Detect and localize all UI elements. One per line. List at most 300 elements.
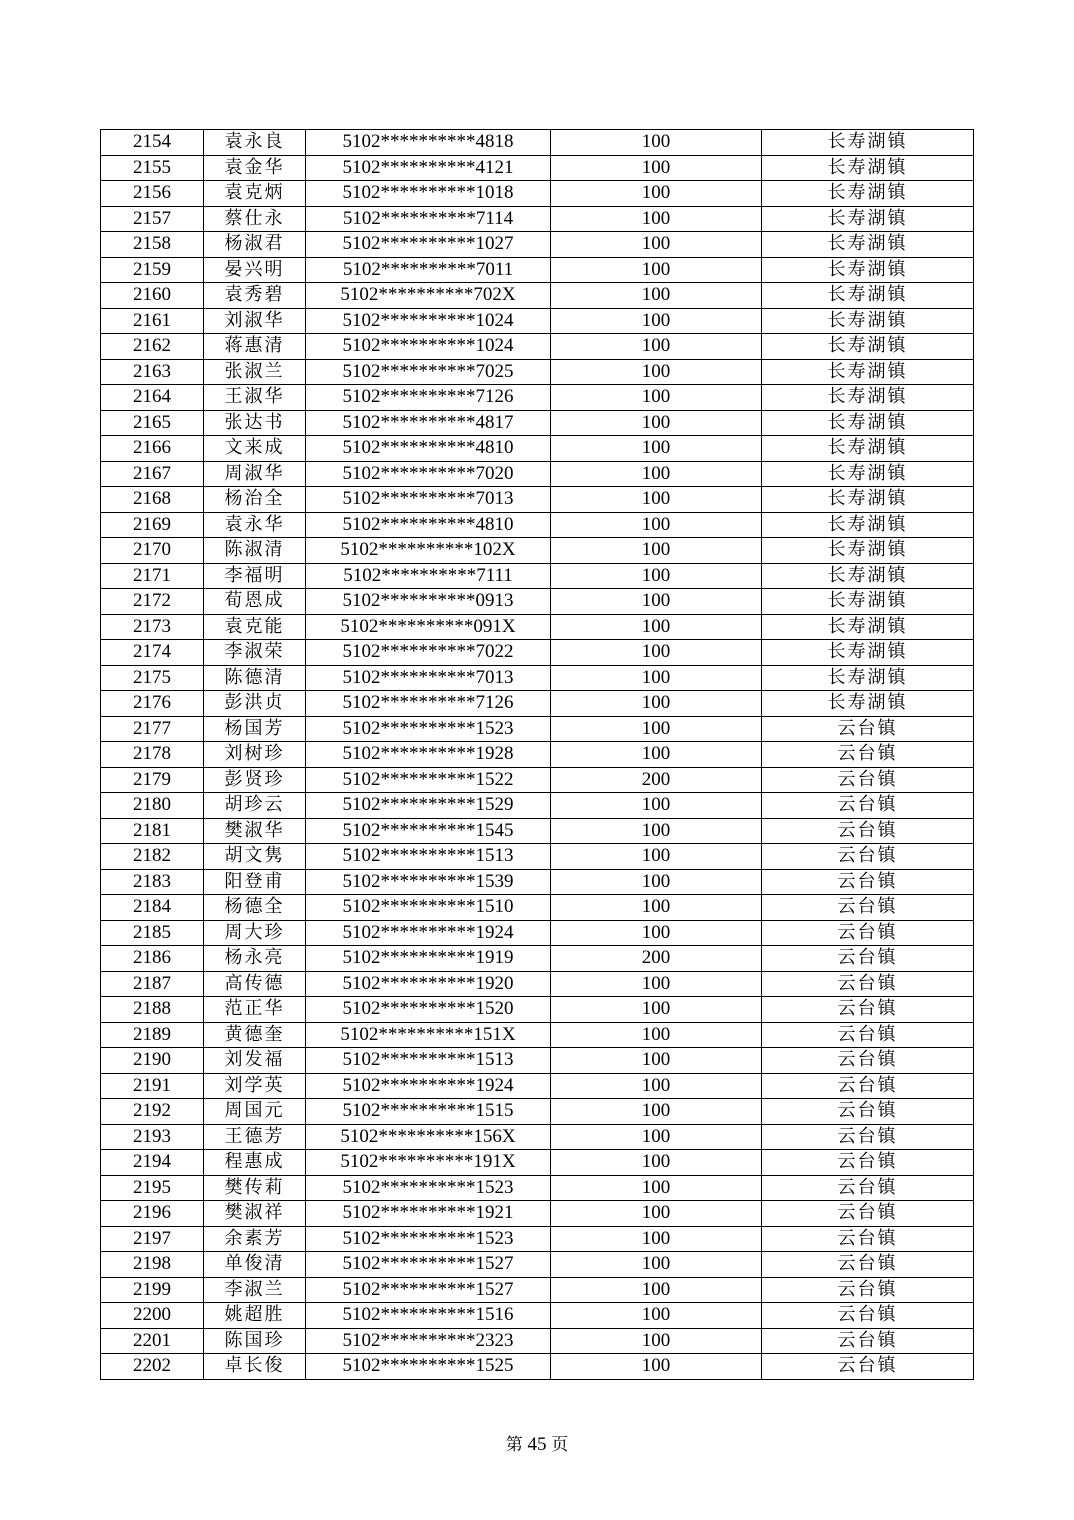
table-row	[101, 665, 974, 691]
cell-amount: 100	[551, 1354, 762, 1380]
cell-row-number: 2202	[101, 1354, 204, 1380]
cell-row-number: 2171	[101, 563, 204, 589]
cell-town: 长寿湖镇	[762, 181, 974, 207]
cell-name: 王德芳	[204, 1124, 306, 1150]
table-row	[101, 895, 974, 921]
cell-town: 云台镇	[762, 1226, 974, 1252]
cell-id-number: 5102**********1510	[306, 895, 551, 921]
table-row	[101, 461, 974, 487]
cell-id-number: 5102**********1928	[306, 742, 551, 768]
cell-id-number: 5102**********7114	[306, 206, 551, 232]
cell-amount: 100	[551, 512, 762, 538]
cell-name: 李淑荣	[204, 640, 306, 666]
cell-name: 刘淑华	[204, 308, 306, 334]
cell-id-number: 5102**********1513	[306, 844, 551, 870]
cell-name: 袁永华	[204, 512, 306, 538]
table-row	[101, 436, 974, 462]
cell-town: 云台镇	[762, 716, 974, 742]
cell-name: 卓长俊	[204, 1354, 306, 1380]
table-row	[101, 640, 974, 666]
cell-id-number: 5102**********1527	[306, 1252, 551, 1278]
cell-id-number: 5102**********1545	[306, 818, 551, 844]
cell-name: 袁永良	[204, 130, 306, 156]
cell-id-number: 5102**********4817	[306, 410, 551, 436]
cell-town: 云台镇	[762, 1252, 974, 1278]
cell-amount: 100	[551, 487, 762, 513]
cell-town: 长寿湖镇	[762, 487, 974, 513]
cell-amount: 100	[551, 1175, 762, 1201]
table-row	[101, 818, 974, 844]
cell-row-number: 2162	[101, 334, 204, 360]
cell-row-number: 2189	[101, 1022, 204, 1048]
cell-id-number: 5102**********1523	[306, 1175, 551, 1201]
table-row	[101, 1150, 974, 1176]
cell-town: 长寿湖镇	[762, 232, 974, 258]
cell-name: 姚超胜	[204, 1303, 306, 1329]
cell-amount: 100	[551, 1226, 762, 1252]
cell-row-number: 2190	[101, 1048, 204, 1074]
cell-town: 云台镇	[762, 1073, 974, 1099]
table-row	[101, 232, 974, 258]
cell-id-number: 5102**********1024	[306, 334, 551, 360]
cell-row-number: 2179	[101, 767, 204, 793]
cell-town: 长寿湖镇	[762, 512, 974, 538]
table-row	[101, 1073, 974, 1099]
cell-town: 长寿湖镇	[762, 461, 974, 487]
cell-id-number: 5102**********1516	[306, 1303, 551, 1329]
table-row	[101, 767, 974, 793]
table-row	[101, 920, 974, 946]
cell-row-number: 2197	[101, 1226, 204, 1252]
cell-amount: 200	[551, 767, 762, 793]
cell-town: 长寿湖镇	[762, 436, 974, 462]
cell-town: 云台镇	[762, 1201, 974, 1227]
cell-name: 彭洪贞	[204, 691, 306, 717]
cell-row-number: 2156	[101, 181, 204, 207]
cell-id-number: 5102**********1520	[306, 997, 551, 1023]
page-footer	[0, 1430, 1074, 1456]
cell-id-number: 5102**********7020	[306, 461, 551, 487]
cell-amount: 100	[551, 844, 762, 870]
cell-id-number: 5102**********1924	[306, 920, 551, 946]
cell-amount: 100	[551, 1099, 762, 1125]
cell-name: 杨德全	[204, 895, 306, 921]
cell-amount: 100	[551, 895, 762, 921]
cell-id-number: 5102**********1513	[306, 1048, 551, 1074]
cell-id-number: 5102**********1539	[306, 869, 551, 895]
cell-amount: 100	[551, 130, 762, 156]
cell-name: 荀恩成	[204, 589, 306, 615]
cell-town: 云台镇	[762, 946, 974, 972]
cell-town: 长寿湖镇	[762, 155, 974, 181]
cell-row-number: 2168	[101, 487, 204, 513]
cell-row-number: 2198	[101, 1252, 204, 1278]
cell-id-number: 5102**********4810	[306, 512, 551, 538]
cell-town: 云台镇	[762, 1150, 974, 1176]
cell-row-number: 2194	[101, 1150, 204, 1176]
cell-amount: 100	[551, 257, 762, 283]
cell-amount: 100	[551, 818, 762, 844]
cell-town: 云台镇	[762, 1048, 974, 1074]
cell-amount: 100	[551, 920, 762, 946]
cell-id-number: 5102**********7011	[306, 257, 551, 283]
cell-amount: 100	[551, 538, 762, 564]
cell-amount: 100	[551, 793, 762, 819]
table-row	[101, 1099, 974, 1125]
cell-row-number: 2175	[101, 665, 204, 691]
table-row	[101, 334, 974, 360]
table-row	[101, 487, 974, 513]
cell-amount: 100	[551, 334, 762, 360]
cell-amount: 100	[551, 1124, 762, 1150]
cell-row-number: 2172	[101, 589, 204, 615]
cell-town: 长寿湖镇	[762, 614, 974, 640]
cell-id-number: 5102**********4818	[306, 130, 551, 156]
table-row	[101, 538, 974, 564]
cell-town: 云台镇	[762, 1099, 974, 1125]
cell-name: 蔡仕永	[204, 206, 306, 232]
cell-amount: 100	[551, 971, 762, 997]
cell-town: 云台镇	[762, 1354, 974, 1380]
cell-row-number: 2165	[101, 410, 204, 436]
cell-town: 长寿湖镇	[762, 308, 974, 334]
cell-town: 长寿湖镇	[762, 130, 974, 156]
cell-town: 长寿湖镇	[762, 283, 974, 309]
cell-amount: 100	[551, 359, 762, 385]
table-row	[101, 257, 974, 283]
cell-id-number: 5102**********1527	[306, 1277, 551, 1303]
cell-amount: 100	[551, 155, 762, 181]
cell-row-number: 2158	[101, 232, 204, 258]
cell-id-number: 5102**********1027	[306, 232, 551, 258]
cell-amount: 100	[551, 1150, 762, 1176]
table-row	[101, 793, 974, 819]
cell-name: 樊淑祥	[204, 1201, 306, 1227]
cell-row-number: 2185	[101, 920, 204, 946]
cell-town: 云台镇	[762, 1022, 974, 1048]
cell-amount: 100	[551, 997, 762, 1023]
cell-row-number: 2199	[101, 1277, 204, 1303]
cell-row-number: 2167	[101, 461, 204, 487]
cell-town: 长寿湖镇	[762, 640, 974, 666]
cell-row-number: 2169	[101, 512, 204, 538]
table-row	[101, 512, 974, 538]
cell-name: 蒋惠清	[204, 334, 306, 360]
cell-id-number: 5102**********7111	[306, 563, 551, 589]
cell-amount: 100	[551, 1048, 762, 1074]
cell-town: 云台镇	[762, 818, 974, 844]
cell-name: 阳登甫	[204, 869, 306, 895]
cell-name: 李淑兰	[204, 1277, 306, 1303]
cell-name: 刘发福	[204, 1048, 306, 1074]
cell-amount: 100	[551, 283, 762, 309]
cell-id-number: 5102**********1024	[306, 308, 551, 334]
cell-row-number: 2184	[101, 895, 204, 921]
cell-row-number: 2161	[101, 308, 204, 334]
cell-name: 杨国芳	[204, 716, 306, 742]
cell-name: 程惠成	[204, 1150, 306, 1176]
cell-id-number: 5102**********1522	[306, 767, 551, 793]
cell-town: 长寿湖镇	[762, 385, 974, 411]
table-row	[101, 359, 974, 385]
cell-name: 胡文隽	[204, 844, 306, 870]
table-row	[101, 971, 974, 997]
cell-row-number: 2170	[101, 538, 204, 564]
cell-name: 高传德	[204, 971, 306, 997]
cell-id-number: 5102**********7013	[306, 487, 551, 513]
cell-town: 云台镇	[762, 971, 974, 997]
cell-row-number: 2182	[101, 844, 204, 870]
records-table	[100, 129, 974, 1380]
cell-name: 张达书	[204, 410, 306, 436]
cell-row-number: 2200	[101, 1303, 204, 1329]
cell-amount: 100	[551, 308, 762, 334]
cell-name: 杨永亮	[204, 946, 306, 972]
cell-amount: 100	[551, 1252, 762, 1278]
cell-town: 云台镇	[762, 1303, 974, 1329]
table-row	[101, 742, 974, 768]
cell-name: 陈国珍	[204, 1328, 306, 1354]
cell-town: 长寿湖镇	[762, 410, 974, 436]
cell-amount: 100	[551, 1328, 762, 1354]
table-row	[101, 1124, 974, 1150]
table-row	[101, 589, 974, 615]
cell-row-number: 2181	[101, 818, 204, 844]
cell-town: 长寿湖镇	[762, 538, 974, 564]
cell-town: 云台镇	[762, 844, 974, 870]
table-row	[101, 563, 974, 589]
cell-name: 袁金华	[204, 155, 306, 181]
cell-row-number: 2154	[101, 130, 204, 156]
table-row	[101, 385, 974, 411]
cell-id-number: 5102**********7126	[306, 385, 551, 411]
cell-id-number: 5102**********7126	[306, 691, 551, 717]
cell-amount: 100	[551, 436, 762, 462]
cell-row-number: 2178	[101, 742, 204, 768]
cell-row-number: 2188	[101, 997, 204, 1023]
cell-row-number: 2183	[101, 869, 204, 895]
cell-id-number: 5102**********1515	[306, 1099, 551, 1125]
cell-row-number: 2177	[101, 716, 204, 742]
table-row	[101, 844, 974, 870]
table-row	[101, 1252, 974, 1278]
cell-id-number: 5102**********102X	[306, 538, 551, 564]
cell-id-number: 5102**********1924	[306, 1073, 551, 1099]
cell-row-number: 2191	[101, 1073, 204, 1099]
cell-name: 单俊清	[204, 1252, 306, 1278]
cell-id-number: 5102**********2323	[306, 1328, 551, 1354]
cell-amount: 100	[551, 385, 762, 411]
cell-name: 彭贤珍	[204, 767, 306, 793]
cell-id-number: 5102**********1525	[306, 1354, 551, 1380]
table-row	[101, 691, 974, 717]
cell-amount: 100	[551, 614, 762, 640]
cell-name: 范正华	[204, 997, 306, 1023]
table-row	[101, 1175, 974, 1201]
cell-id-number: 5102**********1920	[306, 971, 551, 997]
cell-name: 陈德清	[204, 665, 306, 691]
table-row	[101, 1354, 974, 1380]
cell-row-number: 2180	[101, 793, 204, 819]
cell-town: 长寿湖镇	[762, 589, 974, 615]
cell-town: 云台镇	[762, 1328, 974, 1354]
table-row	[101, 155, 974, 181]
cell-name: 袁克炳	[204, 181, 306, 207]
cell-row-number: 2163	[101, 359, 204, 385]
cell-name: 刘学英	[204, 1073, 306, 1099]
page-number-prefix: 第	[505, 1435, 523, 1455]
cell-town: 云台镇	[762, 767, 974, 793]
cell-name: 周淑华	[204, 461, 306, 487]
cell-amount: 100	[551, 1022, 762, 1048]
table-row	[101, 716, 974, 742]
cell-id-number: 5102**********702X	[306, 283, 551, 309]
table-row	[101, 1226, 974, 1252]
cell-id-number: 5102**********1523	[306, 716, 551, 742]
cell-amount: 100	[551, 206, 762, 232]
cell-row-number: 2201	[101, 1328, 204, 1354]
table-row	[101, 614, 974, 640]
cell-town: 长寿湖镇	[762, 665, 974, 691]
cell-row-number: 2174	[101, 640, 204, 666]
cell-name: 余素芳	[204, 1226, 306, 1252]
cell-town: 长寿湖镇	[762, 206, 974, 232]
cell-row-number: 2166	[101, 436, 204, 462]
cell-amount: 100	[551, 691, 762, 717]
cell-id-number: 5102**********1919	[306, 946, 551, 972]
cell-town: 长寿湖镇	[762, 691, 974, 717]
cell-town: 云台镇	[762, 895, 974, 921]
table-row	[101, 1328, 974, 1354]
cell-town: 云台镇	[762, 1124, 974, 1150]
cell-town: 云台镇	[762, 869, 974, 895]
cell-amount: 100	[551, 1073, 762, 1099]
table-row	[101, 869, 974, 895]
cell-name: 杨治全	[204, 487, 306, 513]
table-row	[101, 997, 974, 1023]
cell-name: 陈淑清	[204, 538, 306, 564]
cell-amount: 100	[551, 1201, 762, 1227]
cell-amount: 100	[551, 589, 762, 615]
cell-name: 樊传莉	[204, 1175, 306, 1201]
cell-id-number: 5102**********156X	[306, 1124, 551, 1150]
cell-row-number: 2195	[101, 1175, 204, 1201]
cell-town: 长寿湖镇	[762, 359, 974, 385]
cell-name: 张淑兰	[204, 359, 306, 385]
cell-amount: 100	[551, 665, 762, 691]
cell-id-number: 5102**********7025	[306, 359, 551, 385]
cell-amount: 100	[551, 1303, 762, 1329]
cell-id-number: 5102**********1921	[306, 1201, 551, 1227]
cell-amount: 100	[551, 232, 762, 258]
table-row	[101, 410, 974, 436]
cell-id-number: 5102**********4810	[306, 436, 551, 462]
cell-row-number: 2155	[101, 155, 204, 181]
cell-town: 长寿湖镇	[762, 334, 974, 360]
cell-town: 长寿湖镇	[762, 257, 974, 283]
cell-id-number: 5102**********1529	[306, 793, 551, 819]
cell-row-number: 2157	[101, 206, 204, 232]
cell-row-number: 2187	[101, 971, 204, 997]
table-row	[101, 206, 974, 232]
cell-row-number: 2159	[101, 257, 204, 283]
table-row	[101, 1022, 974, 1048]
cell-name: 杨淑君	[204, 232, 306, 258]
cell-town: 云台镇	[762, 793, 974, 819]
cell-name: 王淑华	[204, 385, 306, 411]
table-row	[101, 308, 974, 334]
cell-id-number: 5102**********7013	[306, 665, 551, 691]
cell-name: 樊淑华	[204, 818, 306, 844]
cell-row-number: 2192	[101, 1099, 204, 1125]
cell-name: 黄德奎	[204, 1022, 306, 1048]
cell-name: 胡珍云	[204, 793, 306, 819]
cell-row-number: 2164	[101, 385, 204, 411]
cell-id-number: 5102**********151X	[306, 1022, 551, 1048]
table-row	[101, 130, 974, 156]
table-row	[101, 283, 974, 309]
cell-name: 周大珍	[204, 920, 306, 946]
cell-name: 晏兴明	[204, 257, 306, 283]
cell-town: 云台镇	[762, 997, 974, 1023]
cell-id-number: 5102**********1018	[306, 181, 551, 207]
cell-row-number: 2196	[101, 1201, 204, 1227]
table-row	[101, 946, 974, 972]
cell-amount: 100	[551, 742, 762, 768]
cell-amount: 100	[551, 461, 762, 487]
table-row	[101, 1303, 974, 1329]
cell-amount: 200	[551, 946, 762, 972]
table-row	[101, 1277, 974, 1303]
table-row	[101, 1048, 974, 1074]
records-table-body	[101, 130, 974, 1380]
cell-row-number: 2186	[101, 946, 204, 972]
cell-name: 刘树珍	[204, 742, 306, 768]
cell-id-number: 5102**********1523	[306, 1226, 551, 1252]
table-row	[101, 181, 974, 207]
cell-amount: 100	[551, 716, 762, 742]
cell-amount: 100	[551, 563, 762, 589]
cell-row-number: 2160	[101, 283, 204, 309]
cell-id-number: 5102**********4121	[306, 155, 551, 181]
cell-id-number: 5102**********091X	[306, 614, 551, 640]
cell-name: 袁秀碧	[204, 283, 306, 309]
cell-name: 李福明	[204, 563, 306, 589]
cell-id-number: 5102**********191X	[306, 1150, 551, 1176]
cell-amount: 100	[551, 869, 762, 895]
cell-amount: 100	[551, 410, 762, 436]
page-number: 45	[527, 1434, 547, 1455]
cell-id-number: 5102**********0913	[306, 589, 551, 615]
cell-name: 文来成	[204, 436, 306, 462]
cell-town: 云台镇	[762, 1175, 974, 1201]
cell-town: 云台镇	[762, 1277, 974, 1303]
page-number-suffix: 页	[551, 1435, 569, 1455]
cell-name: 周国元	[204, 1099, 306, 1125]
cell-town: 云台镇	[762, 742, 974, 768]
cell-amount: 100	[551, 640, 762, 666]
cell-row-number: 2176	[101, 691, 204, 717]
cell-id-number: 5102**********7022	[306, 640, 551, 666]
cell-amount: 100	[551, 181, 762, 207]
cell-name: 袁克能	[204, 614, 306, 640]
cell-amount: 100	[551, 1277, 762, 1303]
cell-town: 云台镇	[762, 920, 974, 946]
cell-row-number: 2173	[101, 614, 204, 640]
cell-town: 长寿湖镇	[762, 563, 974, 589]
table-row	[101, 1201, 974, 1227]
cell-row-number: 2193	[101, 1124, 204, 1150]
